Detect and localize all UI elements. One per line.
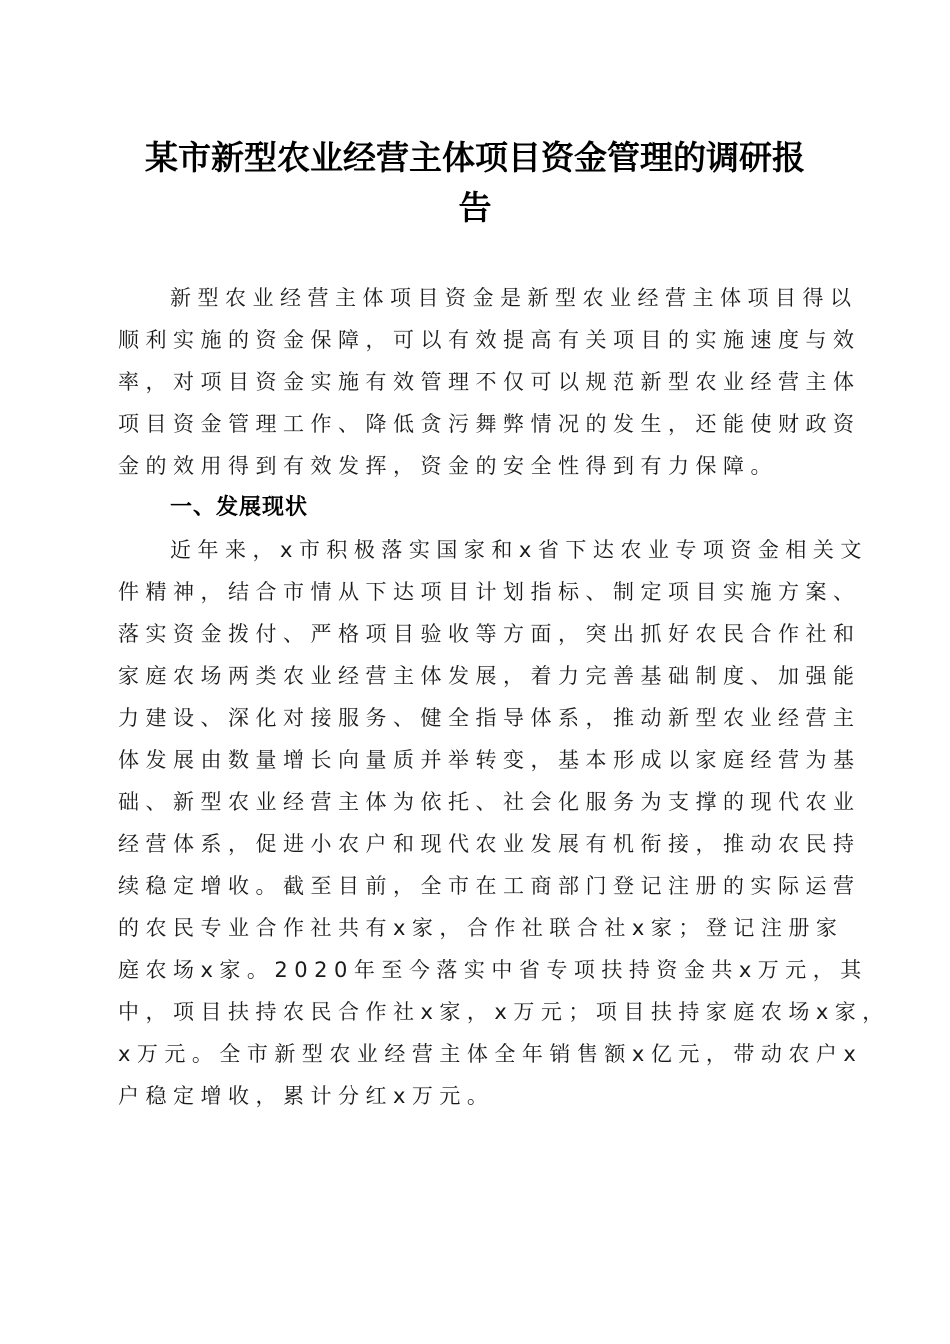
paragraph-line: 中，项目扶持农民合作社x家，x万元；项目扶持家庭农场x家， [118, 1000, 890, 1024]
paragraph-line: 力建设、深化对接服务、健全指导体系，推动新型农业经营主 [118, 706, 861, 730]
paragraph-line: 础、新型农业经营主体为依托、社会化服务为支撑的现代农业 [118, 790, 861, 814]
document-title-line-1: 某市新型农业经营主体项目资金管理的调研报 [145, 138, 805, 177]
section-heading: 一、发展现状 [170, 495, 309, 520]
paragraph-line: 落实资金拨付、严格项目验收等方面，突出抓好农民合作社和 [118, 622, 861, 646]
paragraph-line: 新型农业经营主体项目资金是新型农业经营主体项目得以 [170, 286, 858, 310]
paragraph-line: 的农民专业合作社共有x家，合作社联合社x家；登记注册家 [118, 916, 844, 940]
paragraph-line: 件精神，结合市情从下达项目计划指标、制定项目实施方案、 [118, 580, 861, 604]
paragraph-line: 户稳定增收，累计分红x万元。 [118, 1084, 495, 1108]
paragraph-line: 率，对项目资金实施有效管理不仅可以规范新型农业经营主体 [118, 370, 861, 394]
paragraph-line: 金的效用得到有效发挥，资金的安全性得到有力保障。 [118, 454, 778, 478]
paragraph-line: x万元。全市新型农业经营主体全年销售额x亿元，带动农户x [118, 1042, 863, 1066]
paragraph-line: 体发展由数量增长向量质并举转变，基本形成以家庭经营为基 [118, 748, 861, 772]
document-title-line-2: 告 [458, 188, 492, 227]
paragraph-line: 家庭农场两类农业经营主体发展，着力完善基础制度、加强能 [118, 664, 861, 688]
paragraph-line: 顺利实施的资金保障，可以有效提高有关项目的实施速度与效 [118, 328, 861, 352]
paragraph-line: 经营体系，促进小农户和现代农业发展有机衔接，推动农民持 [118, 832, 861, 856]
paragraph-line: 庭农场x家。2020年至今落实中省专项扶持资金共x万元，其 [118, 958, 868, 982]
paragraph-line: 续稳定增收。截至目前，全市在工商部门登记注册的实际运营 [118, 874, 861, 898]
paragraph-line: 近年来，x市积极落实国家和x省下达农业专项资金相关文 [170, 538, 868, 562]
paragraph-line: 项目资金管理工作、降低贪污舞弊情况的发生，还能使财政资 [118, 412, 861, 436]
